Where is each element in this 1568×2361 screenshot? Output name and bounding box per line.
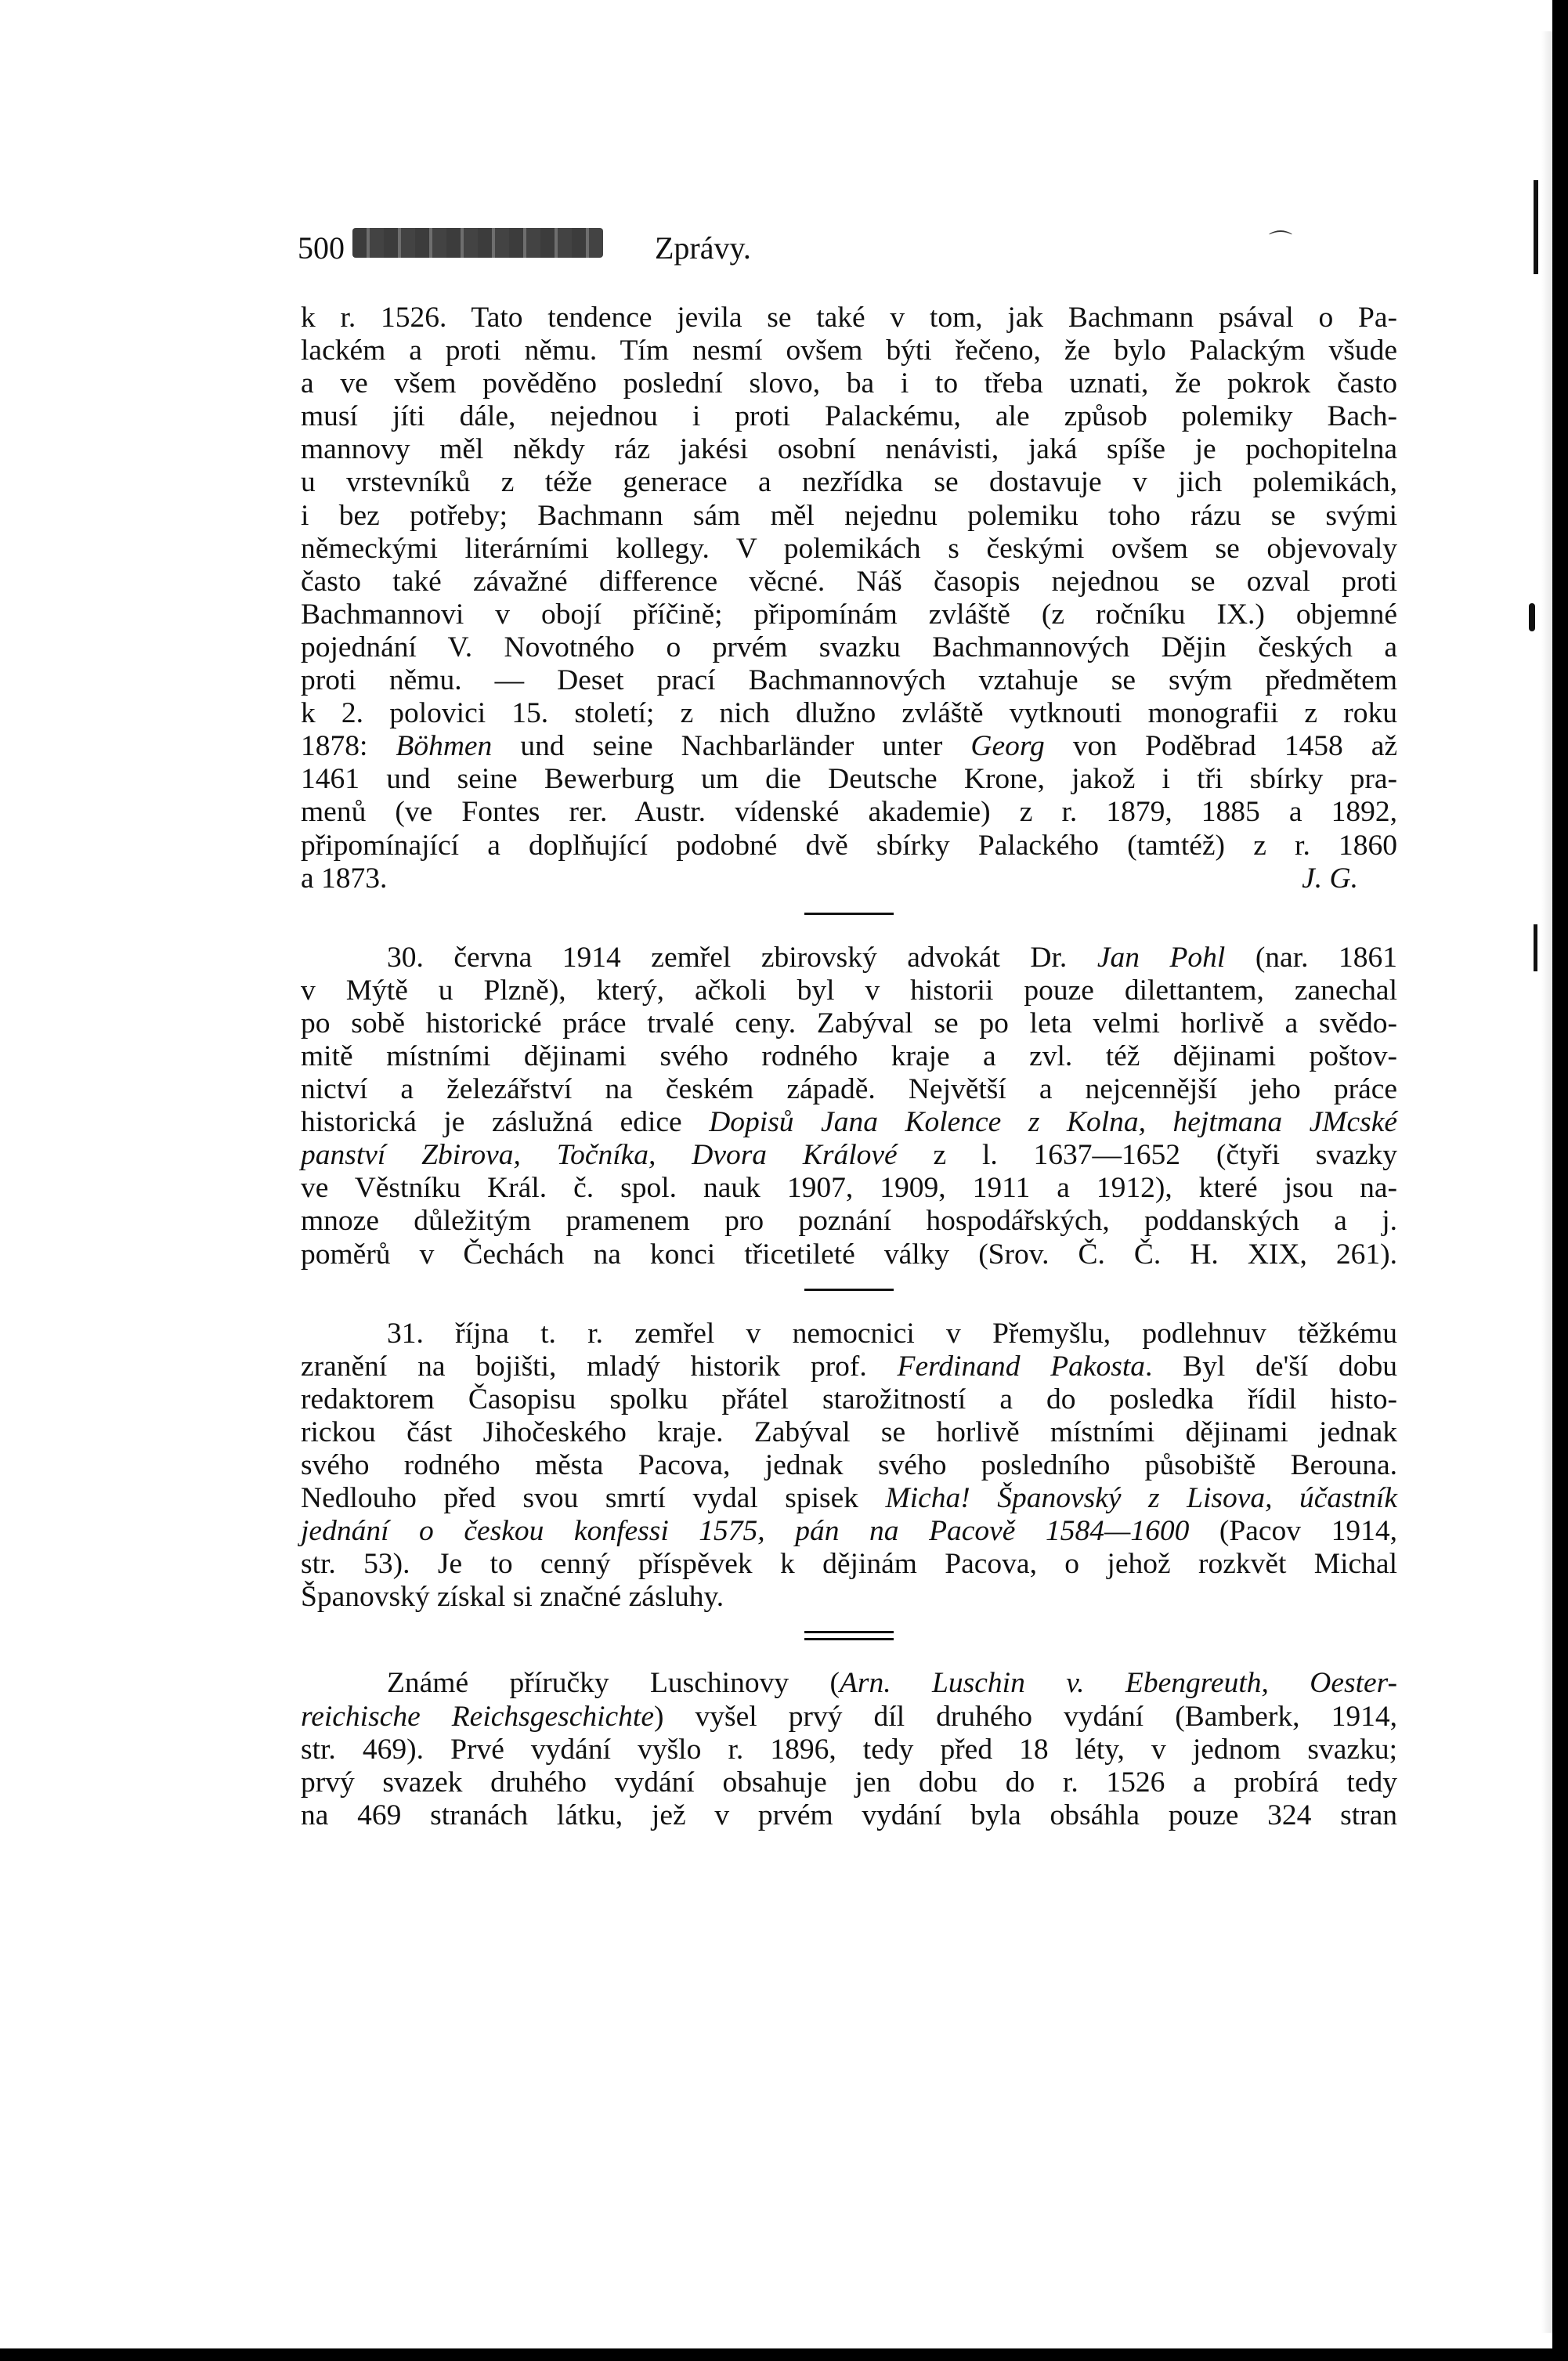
text-line: jednání o českou konfessi 1575, pán na Pacově 1584—1600 (Pacov 1914, <box>301 1515 1397 1548</box>
body-text <box>301 302 1397 1832</box>
text-line: str. 53). Je to cenný příspěvek k dějinám Pacova, o jehož rozkvět Michal <box>301 1548 1397 1581</box>
text-line: Nedlouho před svou smrtí vydal spisek Micha! Španovský z Lisova, účastník <box>301 1482 1397 1515</box>
text-line: 31. října t. r. zemřel v nemocnici v Přemyšlu, podlehnuv těžkému <box>387 1317 1397 1350</box>
text-line: připomínající a doplňující podobné dvě sbírky Palackého (tamtéž) z r. 1860 <box>301 829 1397 862</box>
text-line: Španovský získal si značné zásluhy. <box>301 1581 724 1614</box>
ink-smudge <box>352 228 603 258</box>
text-line: mnoze důležitým pramenem pro poznání hospodářských, poddanských a j. <box>301 1205 1397 1238</box>
text-line: k r. 1526. Tato tendence jevila se také v tom, jak Bachmann psával o Pa- <box>301 302 1397 334</box>
text-line: 1878: Böhmen und seine Nachbarländer unter Georg von Poděbrad 1458 až <box>301 730 1397 763</box>
scan-blemish <box>1534 180 1538 274</box>
section-double-separator <box>804 1631 894 1640</box>
text-line-with-signature <box>301 862 1397 895</box>
text-line: poměrů v Čechách na konci třicetileté války (Srov. Č. Č. H. XIX, 261). <box>301 1238 1397 1271</box>
paragraph-bachmann <box>301 302 1397 895</box>
text-line: v Mýtě u Plzně), který, ačkoli byl v historii pouze dilettantem, zanechal <box>301 974 1397 1007</box>
text-line: musí jíti dále, nejednou i proti Palackému, ale způsob polemiky Bach- <box>301 400 1397 433</box>
text-line: lackém a proti němu. Tím nesmí ovšem býti řečeno, že bylo Palackým všude <box>301 334 1397 367</box>
text-line: nictví a železářství na českém západě. Největší a nejcennější jeho práce <box>301 1073 1397 1106</box>
text-line: svého rodného města Pacova, jednak svého posledního působiště Berouna. <box>301 1449 1397 1481</box>
text-line: i bez potřeby; Bachmann sám měl nejednu polemiku toho rázu se svými <box>301 499 1397 532</box>
paragraph-pohl <box>301 942 1397 1271</box>
text-line: po sobě historické práce trvalé ceny. Zabýval se po leta velmi horlivě a svědo- <box>301 1007 1397 1039</box>
text-line: u vrstevníků z téže generace a nezřídka se dostavuje v jich polemikách, <box>301 466 1397 499</box>
text-line: často také závažné difference věcné. Náš časopis nejednou se ozval proti <box>301 565 1397 598</box>
page-edge-shadow <box>1541 31 1552 2333</box>
paragraph-luschin <box>301 1667 1397 1831</box>
running-header <box>298 223 1394 270</box>
page-number: 500 <box>298 230 345 266</box>
section-separator <box>804 913 894 915</box>
text-line: mitě místními dějinami svého rodného kraje a zvl. též dějinami poštov- <box>301 1039 1397 1072</box>
text-line: 30. června 1914 zemřel zbirovský advokát Dr. Jan Pohl (nar. 1861 <box>387 941 1397 974</box>
running-title: Zprávy. <box>655 230 751 266</box>
text-line: menů (ve Fontes rer. Austr. vídenské akademie) z r. 1879, 1885 a 1892, <box>301 796 1397 829</box>
section-separator <box>804 1289 894 1291</box>
text-line: historická je záslužná edice Dopisů Jana Kolence z Kolna, hejtmana JMcské <box>301 1106 1397 1139</box>
text-line: 1461 und seine Bewerburg um die Deutsche Krone, jakož i tři sbírky pra- <box>301 763 1397 796</box>
text-line: redaktorem Časopisu spolku přátel starožitností a do posledka řídil histo- <box>301 1383 1397 1416</box>
text-line: rickou část Jihočeského kraje. Zabýval se horlivě místními dějinami jednak <box>301 1416 1397 1448</box>
text-line: ve Věstníku Král. č. spol. nauk 1907, 1909, 1911 a 1912), které jsou na- <box>301 1172 1397 1205</box>
text-line: Známé příručky Luschinovy (Arn. Luschin v. Ebengreuth, Oester- <box>387 1667 1397 1700</box>
scan-blemish <box>1534 924 1537 971</box>
text-line: proti němu. — Deset prací Bachmannových vztahuje se svým předmětem <box>301 664 1397 697</box>
text-line: a ve všem pověděno poslední slovo, ba i to třeba uznati, že pokrok často <box>301 367 1397 400</box>
text-line: panství Zbirova, Točníka, Dvora Králové z l. 1637—1652 (čtyři svazky <box>301 1139 1398 1172</box>
text-line: Bachmannovi v obojí příčině; připomínám zvláště (z ročníku IX.) objemné <box>301 598 1397 631</box>
paragraph-pakosta <box>301 1318 1397 1614</box>
text-line: zranění na bojišti, mladý historik prof. Ferdinand Pakosta. Byl de'ší dobu <box>301 1350 1397 1383</box>
text-line: pojednání V. Novotného o prvém svazku Bachmannových Dějin českých a <box>301 631 1397 663</box>
text-line: prvý svazek druhého vydání obsahuje jen dobu do r. 1526 a probírá tedy <box>301 1766 1397 1799</box>
text-line: k 2. polovici 15. století; z nich dlužno zvláště vytknouti monografii z roku <box>301 697 1397 730</box>
text-line: na 469 stranách látku, jež v prvém vydání byla obsáhla pouze 324 stran <box>301 1799 1397 1831</box>
margin-mark: ⌒ <box>1269 230 1292 256</box>
text-line: str. 469). Prvé vydání vyšlo r. 1896, tedy před 18 léty, v jednom svazku; <box>301 1733 1397 1766</box>
text-line: reichische Reichsgeschichte) vyšel prvý díl druhého vydání (Bamberk, 1914, <box>301 1700 1397 1733</box>
text-line: německými literárními kollegy. V polemikách s českými ovšem se objevovaly <box>301 532 1397 565</box>
text-line: a 1873. <box>301 862 388 895</box>
author-signature: J. G. <box>1302 862 1358 895</box>
scan-blemish <box>1529 603 1535 631</box>
text-line: mannovy měl někdy ráz jakési osobní nenávisti, jaká spíše je pochopitelna <box>301 433 1397 466</box>
